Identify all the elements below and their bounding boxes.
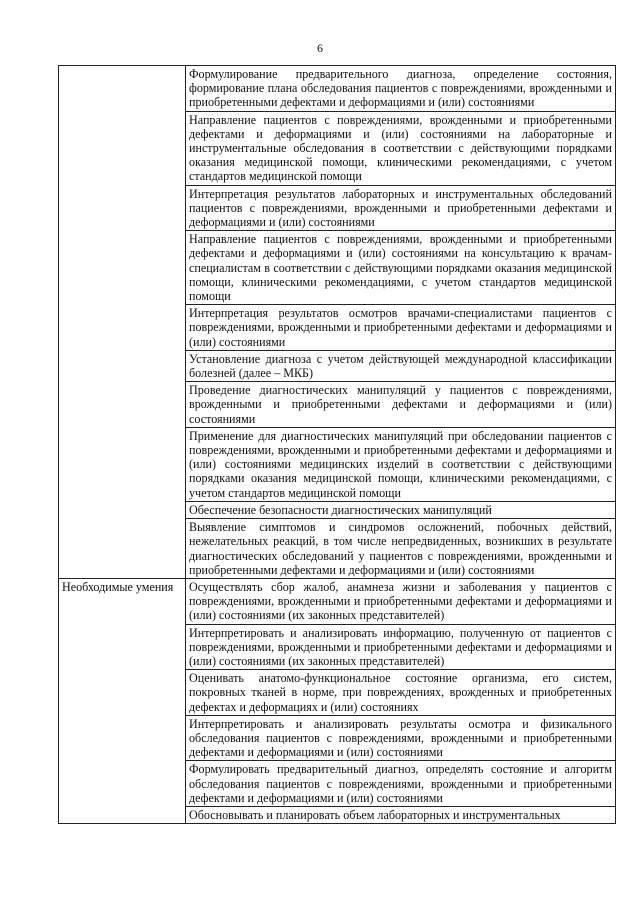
table-row <box>59 66 616 112</box>
table-cell: Направление пациентов с повреждениями, врожденными и приобретенными дефектами и деформациями и (или) состояниями на консультацию к врачам-специалистам в соответствии с действующими порядками оказания медицинской помощи, клиническими рекомендациями, с учетом стандартов медицинской помощи <box>186 231 616 305</box>
table-cell: Применение для диагностических манипуляций при обследовании пациентов с повреждениями, врожденными и приобретенными дефектами и деформациями и (или) состояниями медицинских изделий в соответствии с действующими порядками оказания медицинской помощи, клиническими рекомендациями, с учетом стандартов медицинской помощи <box>186 427 616 501</box>
table-cell: Интерпретация результатов лабораторных и инструментальных обследований пациентов с повреждениями, врожденными и приобретенными дефектами и деформациями и (или) состояниями <box>186 185 616 231</box>
table-cell: Интерпретировать и анализировать результаты осмотра и физикального обследования пациентов с повреждениями, врожденными и приобретенными дефектами и деформациями и (или) состояниями <box>186 715 616 761</box>
table-cell: Выявление симптомов и синдромов осложнений, побочных действий, нежелательных реакций, в том числе непредвиденных, возникших в результате диагностических обследований у пациентов с повреждениями, врожденными и приобретенными дефектами и деформациями и (или) состояниями <box>186 519 616 579</box>
table-cell: Оценивать анатомо-функциональное состояние организма, его систем, покровных тканей в норме, при повреждениях, врожденных и приобретенных дефектах и деформациях и (или) состояниях <box>186 670 616 716</box>
table-cell: Интерпретация результатов осмотров врачами-специалистами пациентов с повреждениями, врожденными и приобретенными дефектами и деформациями и (или) состояниями <box>186 305 616 351</box>
table-cell: Формулирование предварительного диагноза, определение состояния, формирование плана обследования пациентов с повреждениями, врожденными и приобретенными дефектами и деформациями и (или) состояниями <box>186 66 616 112</box>
table-cell: Направление пациентов с повреждениями, врожденными и приобретенными дефектами и деформациями и (или) состояниями на лабораторные и инструментальные обследования в соответствии с действующими порядками оказания медицинской помощи, клиническими рекомендациями, с учетом стандартов медицинской помощи <box>186 111 616 185</box>
section-label: Необходимые умения <box>59 578 186 823</box>
table-cell: Обосновывать и планировать объем лабораторных и инструментальных <box>186 806 616 823</box>
table-cell: Проведение диагностических манипуляций у пациентов с повреждениями, врожденными и приобретенными дефектами и деформациями и (или) состояниями <box>186 382 616 428</box>
requirements-table <box>58 65 616 824</box>
section-label <box>59 66 186 579</box>
table-row <box>59 578 616 624</box>
table-cell: Формулировать предварительный диагноз, определять состояние и алгоритм обследования пациентов с повреждениями, врожденными и приобретенными дефектами и деформациями и (или) состояниями <box>186 761 616 807</box>
page-number: 6 <box>317 41 323 55</box>
table-cell: Осуществлять сбор жалоб, анамнеза жизни и заболевания у пациентов с повреждениями, врожденными и приобретенными дефектами и деформациями и (или) состояниями (их законных представителей) <box>186 578 616 624</box>
table-cell: Интерпретировать и анализировать информацию, полученную от пациентов с повреждениями, врожденными и приобретенными дефектами и деформациями и (или) состояниями (их законных представителей) <box>186 624 616 670</box>
table-cell: Обеспечение безопасности диагностических манипуляций <box>186 501 616 518</box>
table-cell: Установление диагноза с учетом действующей международной классификации болезней (далее – МКБ) <box>186 350 616 381</box>
